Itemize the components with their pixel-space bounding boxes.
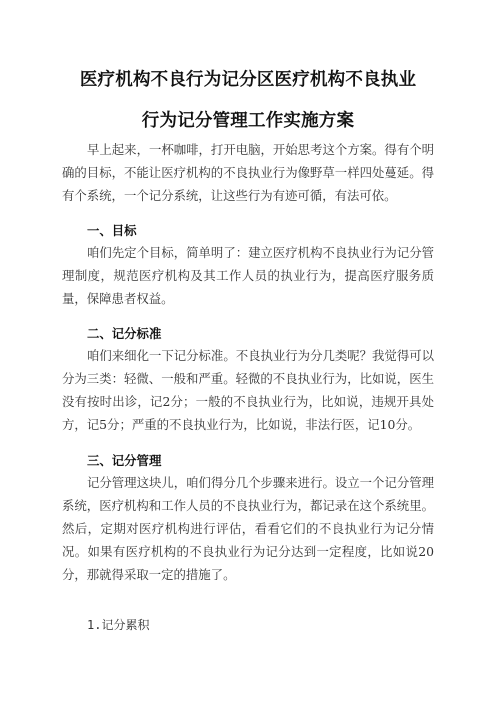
section-body-goal: 咱们先定个目标，简单明了：建立医疗机构不良执业行为记分管理制度，规范医疗机构及其工作人员的执业行为，提高医疗服务质量，保障患者权益。	[62, 245, 434, 306]
section-heading-goal: 一、目标	[87, 223, 137, 238]
subsection-heading-score-accumulation: 1.记分累积	[87, 618, 150, 632]
section-heading-scoring-standard: 二、记分标准	[87, 326, 162, 341]
section-body-scoring-standard: 咱们来细化一下记分标准。不良执业行为分几类呢？我觉得可以分为三类：轻微、一般和严重。轻微的不良执业行为，比如说，医生没有按时出诊，记2分；一般的不良执业行为，比如说，违规开具处方，记5分；严重的不良执业行为，比如说，非法行医，记10分。	[62, 348, 434, 432]
section-body-scoring-management: 记分管理这块儿，咱们得分几个步骤来进行。设立一个记分管理系统，医疗机构和工作人员的不良执业行为，都记录在这个系统里。然后，定期对医疗机构进行评估，看看它们的不良执业行为记分情况。如果有医疗机构的不良执业行为记分达到一定程度，比如说20分，那就得采取一定的措施了。	[62, 475, 434, 582]
intro-paragraph: 早上起来，一杯咖啡，打开电脑，开始思考这个方案。得有个明确的目标，不能让医疗机构的不良执业行为像野草一样四处蔓延。得有个系统，一个记分系统，让这些行为有迹可循，有法可依。	[62, 142, 434, 203]
document-title-line-2: 行为记分管理工作实施方案	[141, 111, 355, 131]
document-title-line-1: 医疗机构不良行为记分区医疗机构不良执业	[79, 70, 417, 90]
section-heading-scoring-management: 三、记分管理	[87, 453, 162, 468]
